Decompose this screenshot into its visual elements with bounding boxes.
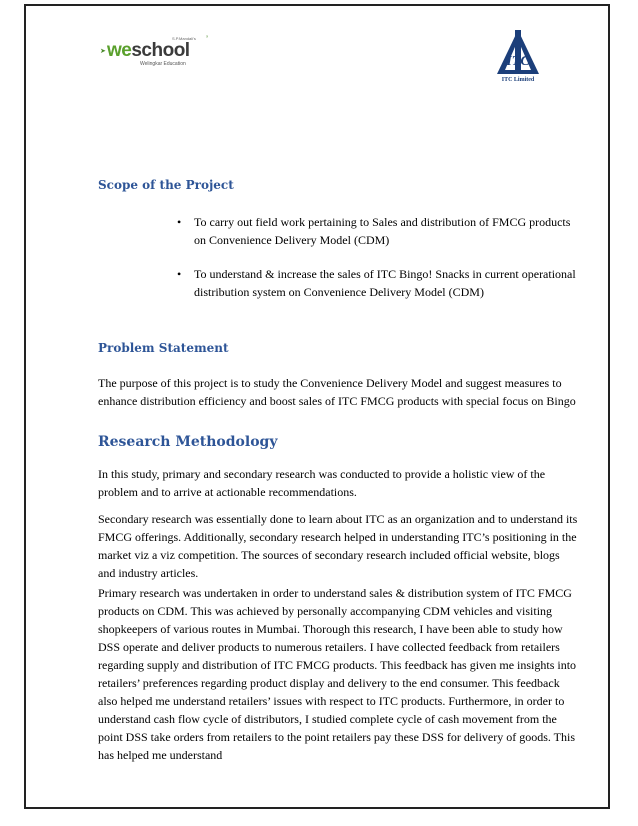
scope-heading: Scope of the Project [98, 178, 234, 192]
weschool-arrow-icon: ➤ [100, 48, 106, 55]
weschool-tagline: Welingkar Education [140, 61, 186, 67]
list-item: • To carry out field work pertaining to Sales and distribution of FMCG products on Convenience Delivery Model (CDM) [177, 215, 571, 247]
methodology-heading: Research Methodology [98, 434, 278, 450]
methodology-paragraph-2: Secondary research was essentially done to learn about ITC as an organization and to understand its FMCG offerings. Additionally, secondary research helped in understanding ITC’s positioning in the market viz a viz competition. The sources of secondary research included official website, blogs and industry articles. [98, 512, 578, 580]
problem-heading: Problem Statement [98, 341, 229, 355]
bullet-icon: • [177, 215, 182, 229]
svg-text:ITC: ITC [506, 54, 530, 69]
scope-bullet-list [177, 213, 577, 249]
scope-bullet-list-2 [177, 265, 577, 301]
weschool-logo [100, 35, 210, 75]
itc-caption: ITC Limited [501, 77, 535, 83]
methodology-paragraph-1: In this study, primary and secondary research was conducted to provide a holistic view of the problem and to arrive at actionable recommendations. [98, 467, 546, 499]
weschool-wordmark: weschool [107, 40, 190, 61]
bullet-icon: • [177, 267, 182, 281]
methodology-paragraph-3: Primary research was undertaken in order to understand sales & distribution system of ITC FMCG products on CDM. This was achieved by personally accompanying CDM vehicles and visiting shopkeepers of various routes in Mumbai. Thorough this research, I have been able to study how DSS operate and deliver products to numerous retailers. I have collected feedback from retailers regarding supply and distribution of ITC FMCG products. This feedback has given me insights into retailers’ preferences regarding product display and delivery to the end consumer. This feedback also helped me understand retailers’ issues with respect to ITC products. Furthermore, in order to understand cash flow cycle of distributors, I studied complete cycle of cash movement from the point DSS take orders from retailers to the point retailers pay these DSS for delivery of goods. This has helped me understand [98, 586, 577, 762]
problem-paragraph: The purpose of this project is to study the Convenience Delivery Model and suggest measures to enhance distribution efficiency and boost sales of ITC FMCG products with special focus on Bingo [98, 376, 576, 408]
tick-mark-icon: ’ [206, 34, 208, 44]
itc-emblem-icon [493, 28, 543, 76]
weschool-since-text: S.P.Mandali's [172, 36, 196, 41]
list-item: • To understand & increase the sales of ITC Bingo! Snacks in current operational distribution system on Convenience Delivery Model (CDM) [177, 267, 576, 299]
itc-logo [493, 28, 543, 88]
